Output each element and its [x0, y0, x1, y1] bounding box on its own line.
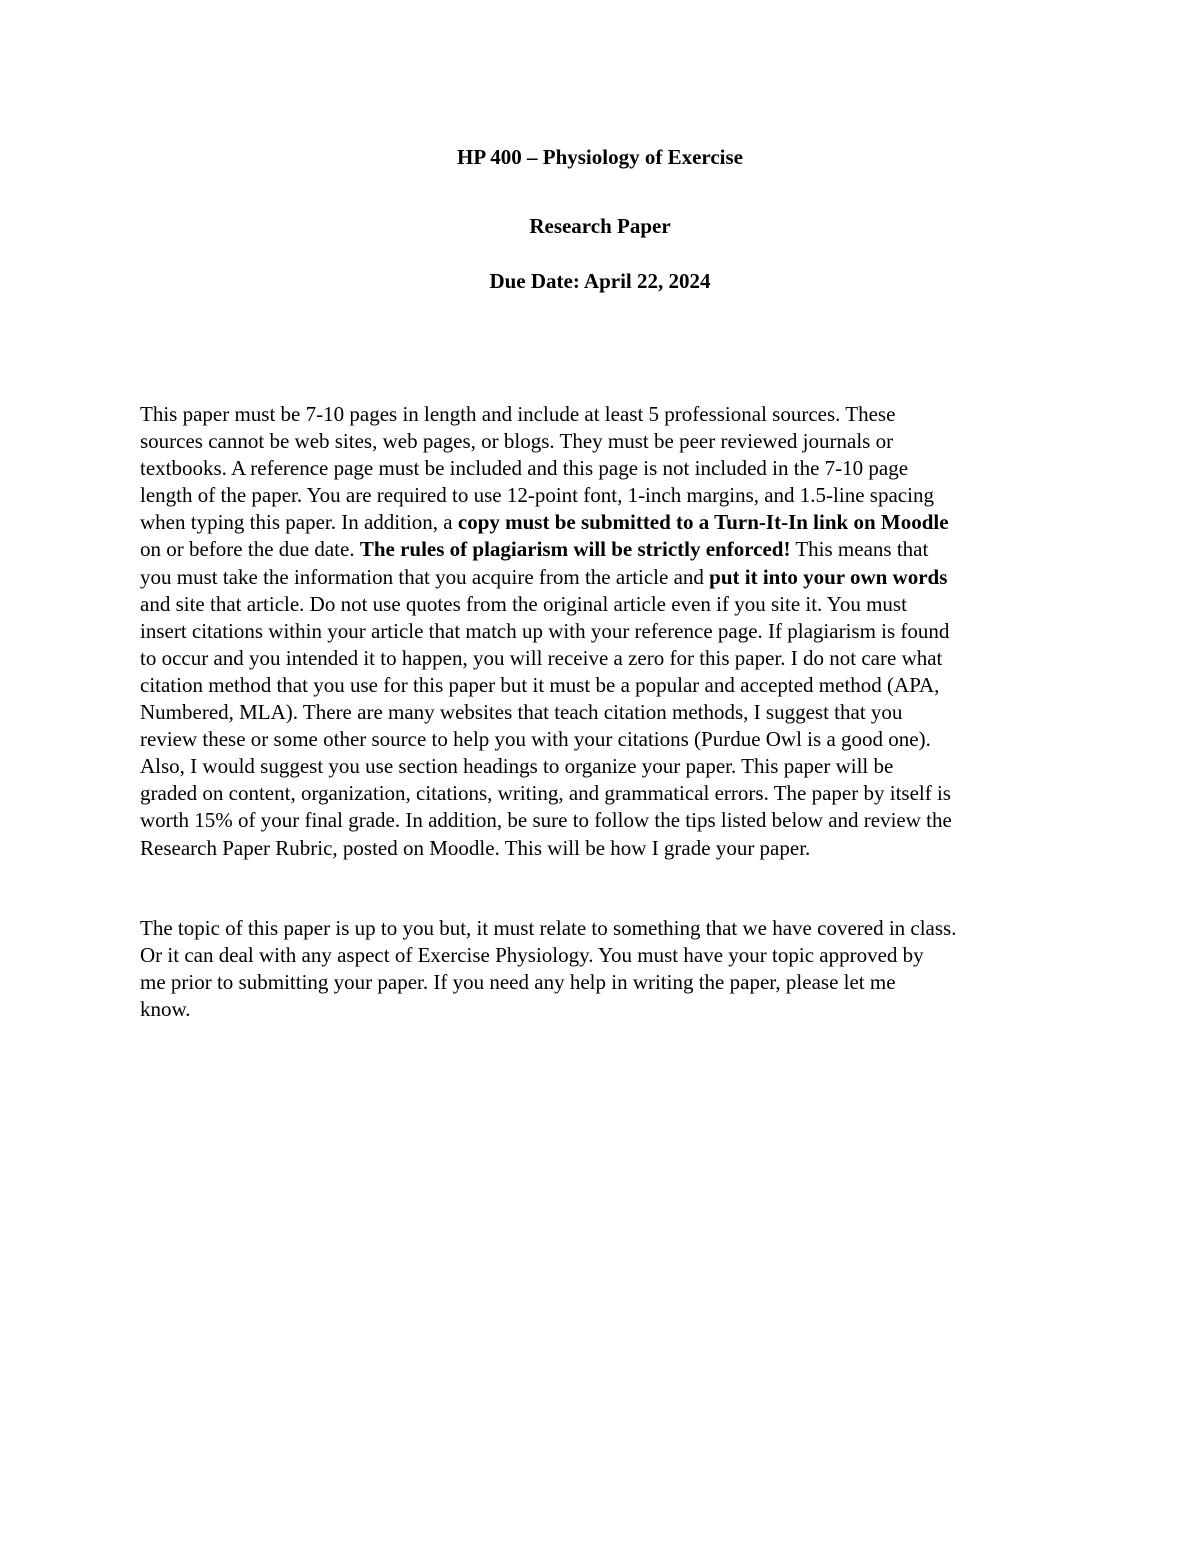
text-line [140, 645, 1065, 672]
text-line [140, 807, 1065, 834]
text-line [140, 428, 1065, 455]
text-line [140, 564, 1065, 591]
text-line [140, 726, 1065, 753]
text-line [140, 618, 1065, 645]
text-run: citation method that you use for this paper but it must be a popular and accepted method (APA, [140, 672, 940, 697]
text-line [140, 509, 1065, 536]
due-date: Due Date: April 22, 2024 [489, 269, 711, 293]
document-subtitle: Research Paper [529, 214, 671, 238]
text-line [140, 455, 1065, 482]
text-run: know. [140, 997, 191, 1022]
text-line [140, 915, 1065, 942]
text-line [140, 753, 1065, 780]
text-line [140, 780, 1065, 807]
text-run: Research Paper Rubric, posted on Moodle. This will be how I grade your paper. [140, 835, 811, 860]
text-line [140, 482, 1065, 509]
text-line [140, 591, 1065, 618]
text-line [140, 401, 1065, 428]
text-run: This means that [790, 537, 929, 562]
instructions-paragraph [140, 401, 1065, 862]
text-run: textbooks. A reference page must be included and this page is not included in the 7-10 page [140, 456, 909, 481]
text-run: when typing this paper. In addition, a [140, 510, 458, 535]
text-run: you must take the information that you acquire from the article and [140, 564, 710, 589]
bold-text-run: put it into your own words [709, 564, 948, 589]
text-run: graded on content, organization, citations, writing, and grammatical errors. The paper by itself is [140, 781, 951, 806]
text-line [140, 536, 1065, 563]
text-line [140, 699, 1065, 726]
text-run: me prior to submitting your paper. If you need any help in writing the paper, please let me [140, 970, 896, 995]
text-run: worth 15% of your final grade. In addition, be sure to follow the tips listed below and review the [140, 808, 952, 833]
text-run: Or it can deal with any aspect of Exercise Physiology. You must have your topic approved by [140, 943, 924, 968]
text-run: length of the paper. You are required to use 12-point font, 1-inch margins, and 1.5-line spacing [140, 483, 934, 508]
text-run: This paper must be 7-10 pages in length and include at least 5 professional sources. These [140, 402, 896, 426]
text-run: review these or some other source to help you with your citations (Purdue Owl is a good one). [140, 727, 931, 752]
text-run: sources cannot be web sites, web pages, or blogs. They must be peer reviewed journals or [140, 429, 894, 454]
topic-paragraph [140, 915, 1065, 1023]
text-line [140, 835, 1065, 862]
text-run: and site that article. Do not use quotes from the original article even if you site it. You must [140, 591, 907, 616]
text-run: to occur and you intended it to happen, you will receive a zero for this paper. I do not care what [140, 645, 943, 670]
text-line [140, 942, 1065, 969]
text-line [140, 672, 1065, 699]
text-run: The topic of this paper is up to you but, it must relate to something that we have covered in class. [140, 916, 957, 940]
text-line [140, 996, 1065, 1023]
text-line [140, 969, 1065, 996]
text-run: on or before the due date. [140, 537, 360, 562]
document-title: HP 400 – Physiology of Exercise [456, 145, 743, 169]
text-run: Also, I would suggest you use section headings to organize your paper. This paper will be [140, 754, 894, 779]
text-run: insert citations within your article that match up with your reference page. If plagiarism is found [140, 618, 950, 643]
bold-text-run: copy must be submitted to a Turn-It-In link on Moodle [457, 510, 949, 535]
text-run: Numbered, MLA). There are many websites that teach citation methods, I suggest that you [140, 700, 903, 725]
bold-text-run: The rules of plagiarism will be strictly enforced! [359, 537, 791, 562]
